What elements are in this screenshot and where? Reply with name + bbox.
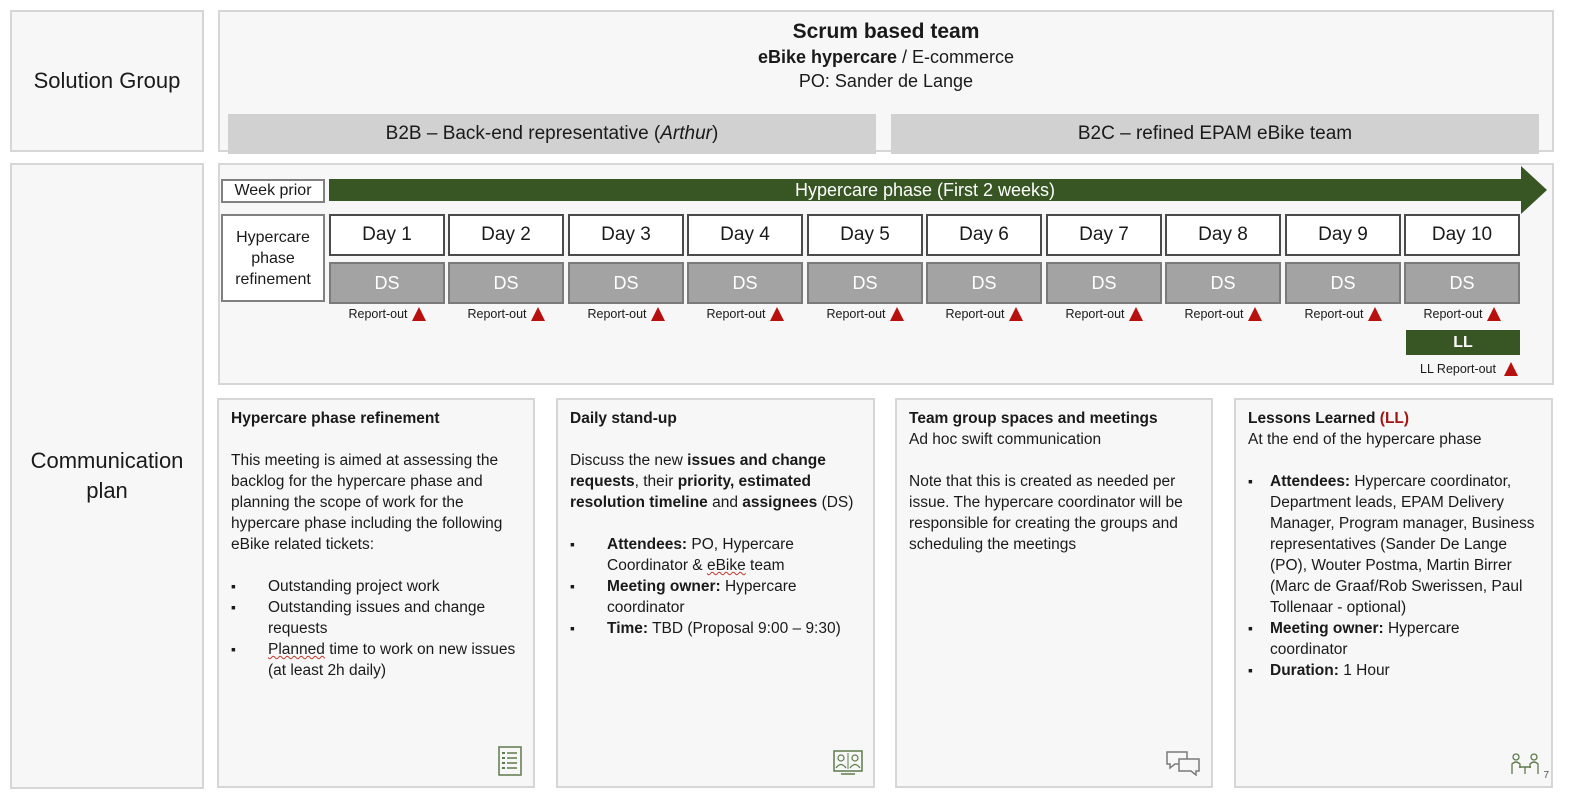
communication-plan-label-panel	[10, 163, 204, 789]
report-out: Report-out	[687, 304, 803, 324]
ds-box: DS	[448, 262, 564, 304]
refinement-box: Hypercare phase refinement	[221, 214, 325, 302]
triangle-marker-icon	[1248, 307, 1262, 321]
list-item: ▪ Time: TBD (Proposal 9:00 – 9:30)	[570, 618, 861, 639]
ds-box: DS	[568, 262, 684, 304]
checklist-icon	[497, 746, 523, 776]
day-box: Day 10	[1404, 214, 1520, 256]
ll-report-out: LL Report-out	[1404, 359, 1520, 379]
product-owner: PO: Sander de Lange	[798, 71, 974, 91]
card-title: Daily stand-up	[570, 410, 677, 427]
report-out: Report-out	[1046, 304, 1162, 324]
ds-box: DS	[926, 262, 1042, 304]
ds-box: DS	[1404, 262, 1520, 304]
video-meeting-icon	[833, 750, 863, 776]
card-body: Note that this is created as needed per issue. The hypercare coordinator will be responsible for creating the groups and scheduling the meetings	[909, 473, 1183, 553]
card-list	[231, 576, 521, 681]
team-header-panel	[218, 10, 1554, 152]
list-item: ▪ Outstanding issues and change requests	[231, 597, 521, 639]
week-prior-box: Week prior	[221, 179, 325, 203]
ds-box: DS	[1046, 262, 1162, 304]
report-out: Report-out	[1285, 304, 1401, 324]
card-list	[1248, 471, 1539, 681]
hypercare-arrow-label: Hypercare phase (First 2 weeks)	[794, 179, 1056, 200]
triangle-marker-icon	[1368, 307, 1382, 321]
solution-group-label: Solution Group	[33, 68, 181, 93]
triangle-marker-icon	[1487, 307, 1501, 321]
day-box: Day 3	[568, 214, 684, 256]
list-item: ▪ Meeting owner: Hypercare coordinator	[1248, 618, 1539, 660]
team-title: Scrum based team	[792, 20, 980, 43]
day-box: Day 2	[448, 214, 564, 256]
day-box: Day 8	[1165, 214, 1281, 256]
report-out: Report-out	[1165, 304, 1281, 324]
triangle-marker-icon	[651, 307, 665, 321]
triangle-marker-icon	[1504, 362, 1518, 376]
card-team-spaces	[895, 398, 1213, 788]
ds-box: DS	[687, 262, 803, 304]
list-item: ▪ Planned time to work on new issues (at least 2h daily)	[231, 639, 521, 681]
report-out: Report-out	[448, 304, 564, 324]
people-meeting-icon	[1509, 752, 1541, 776]
communication-plan-label: Communication plan	[30, 448, 184, 503]
solution-group-label-panel	[10, 10, 204, 152]
ds-box: DS	[807, 262, 923, 304]
list-item: ▪ Outstanding project work	[231, 576, 521, 597]
list-item: ▪ Attendees: PO, Hypercare Coordinator & eBike team	[570, 534, 861, 576]
triangle-marker-icon	[1129, 307, 1143, 321]
list-item: ▪ Duration: 1 Hour	[1248, 660, 1539, 681]
report-out: Report-out	[926, 304, 1042, 324]
b2b-bar: B2B – Back-end representative ( Arthur )	[228, 114, 876, 154]
triangle-marker-icon	[1009, 307, 1023, 321]
triangle-marker-icon	[531, 307, 545, 321]
report-out: Report-out	[807, 304, 923, 324]
list-item: ▪ Attendees: Hypercare coordinator, Department leads, EPAM Delivery Manager, Program manager, Business representatives (Sander De Lange (PO), Wouter Postma, Martin Birrer (Marc de Graaf/Rob Swerissen, Paul Tollenaar - optional)	[1248, 471, 1539, 618]
ds-box: DS	[1165, 262, 1281, 304]
report-out: Report-out	[329, 304, 445, 324]
day-box: Day 6	[926, 214, 1042, 256]
day-box: Day 5	[807, 214, 923, 256]
card-body: This meeting is aimed at assessing the backlog for the hypercare phase and planning the scope of work for the hypercare phase including the following eBike related tickets:	[231, 452, 503, 553]
card-title: Hypercare phase refinement	[231, 410, 440, 427]
report-out: Report-out	[568, 304, 684, 324]
card-subtitle: At the end of the hypercare phase	[1248, 431, 1482, 448]
ds-box: DS	[1285, 262, 1401, 304]
report-out: Report-out	[1404, 304, 1520, 324]
card-lessons-learned	[1234, 398, 1553, 788]
team-subtitle: eBike hypercare / E-commerce	[757, 47, 1015, 67]
day-box: Day 9	[1285, 214, 1401, 256]
card-list	[570, 534, 861, 639]
card-refinement	[217, 398, 535, 788]
card-subtitle: Ad hoc swift communication	[909, 431, 1102, 448]
list-item: ▪ Meeting owner: Hypercare coordinator	[570, 576, 861, 618]
day-box: Day 1	[329, 214, 445, 256]
triangle-marker-icon	[890, 307, 904, 321]
triangle-marker-icon	[412, 307, 426, 321]
card-title: Team group spaces and meetings	[909, 410, 1158, 427]
card-body: Discuss the new issues and change requests, their priority, estimated resolution timeline and assignees (DS)	[570, 452, 854, 511]
card-standup	[556, 398, 875, 788]
triangle-marker-icon	[770, 307, 784, 321]
b2c-bar: B2C – refined EPAM eBike team	[891, 114, 1539, 154]
page-number: 7	[1543, 770, 1549, 781]
day-box: Day 4	[687, 214, 803, 256]
ll-box: LL	[1406, 330, 1520, 355]
chat-bubbles-icon	[1165, 750, 1201, 776]
card-title: Lessons Learned (LL)	[1248, 410, 1410, 427]
ds-box: DS	[329, 262, 445, 304]
day-box: Day 7	[1046, 214, 1162, 256]
